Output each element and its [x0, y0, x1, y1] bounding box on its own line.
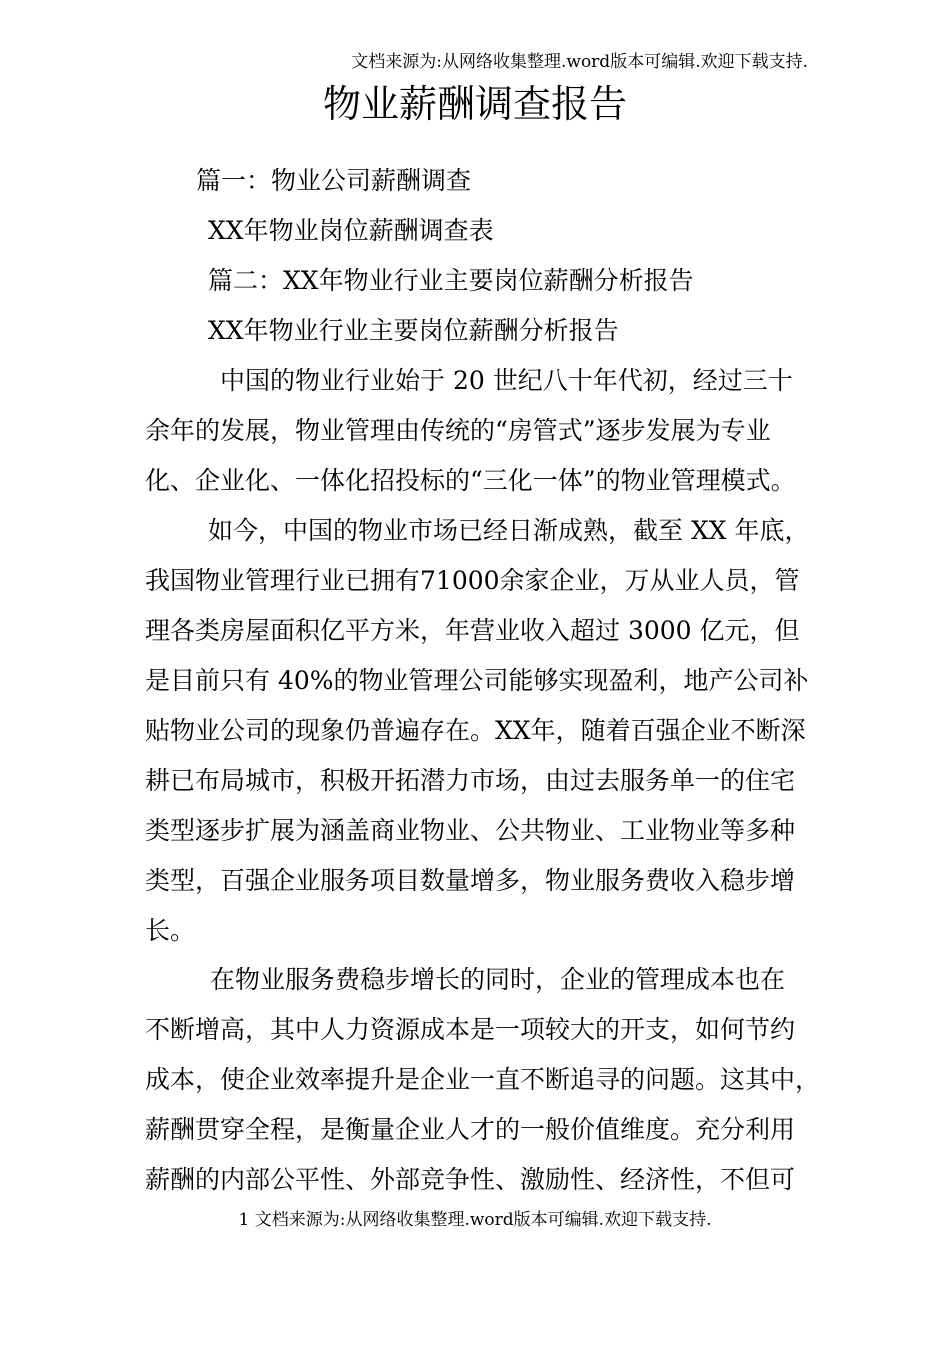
- paragraph-line: 成本，使企业效率提升是企业一直不断追寻的问题。这其中，: [145, 1065, 821, 1094]
- paragraph-line: 薪酬贯穿全程，是衡量企业人才的一般价值维度。充分利用: [145, 1115, 796, 1144]
- paragraph-line: 是目前只有 40%的物业管理公司能够实现盈利，地产公司补: [145, 666, 809, 695]
- header-note: 文档来源为:从网络收集整理.word版本可编辑.欢迎下载支持.: [351, 52, 808, 72]
- toc-item-analysis-report: XX年物业行业主要岗位薪酬分析报告: [208, 316, 619, 345]
- paragraph-line: 长。: [145, 916, 196, 945]
- footer-note: 1 文档来源为:从网络收集整理.word版本可编辑.欢迎下载支持.: [238, 1210, 712, 1230]
- paragraph-line: 如今，中国的物业市场已经日渐成熟，截至 XX 年底，: [208, 516, 810, 545]
- paragraph-line: 类型逐步扩展为涵盖商业物业、公共物业、工业物业等多种: [145, 816, 796, 845]
- paragraph-line: 中国的物业行业始于 20 世纪八十年代初，经过三十: [220, 366, 793, 395]
- paragraph-line: 理各类房屋面积亿平方米，年营业收入超过 3000 亿元，但: [145, 616, 800, 645]
- document-title: 物业薪酬调查报告: [322, 82, 627, 126]
- paragraph-line: 类型，百强企业服务项目数量增多，物业服务费收入稳步增: [145, 866, 796, 895]
- paragraph-line: 余年的发展，物业管理由传统的“房管式”逐步发展为专业: [145, 416, 771, 445]
- paragraph-line: 薪酬的内部公平性、外部竞争性、激励性、经济性，不但可: [145, 1165, 796, 1194]
- paragraph-line: 不断增高，其中人力资源成本是一项较大的开支，如何节约: [145, 1015, 796, 1044]
- paragraph-line: 贴物业公司的现象仍普遍存在。XX年，随着百强企业不断深: [145, 716, 806, 745]
- toc-item-part-two: 篇二：XX年物业行业主要岗位薪酬分析报告: [208, 266, 694, 295]
- paragraph-line: 化、企业化、一体化招投标的“三化一体”的物业管理模式。: [145, 466, 796, 495]
- paragraph-line: 耕已布局城市，积极开拓潜力市场，由过去服务单一的住宅: [145, 766, 796, 795]
- toc-item-salary-table: XX年物业岗位薪酬调查表: [208, 216, 494, 245]
- toc-item-part-one: 篇一：物业公司薪酬调查: [196, 166, 472, 195]
- paragraph-line: 在物业服务费稳步增长的同时，企业的管理成本也在: [210, 965, 786, 994]
- paragraph-line: 我国物业管理行业已拥有71000余家企业，万从业人员，管: [145, 566, 800, 595]
